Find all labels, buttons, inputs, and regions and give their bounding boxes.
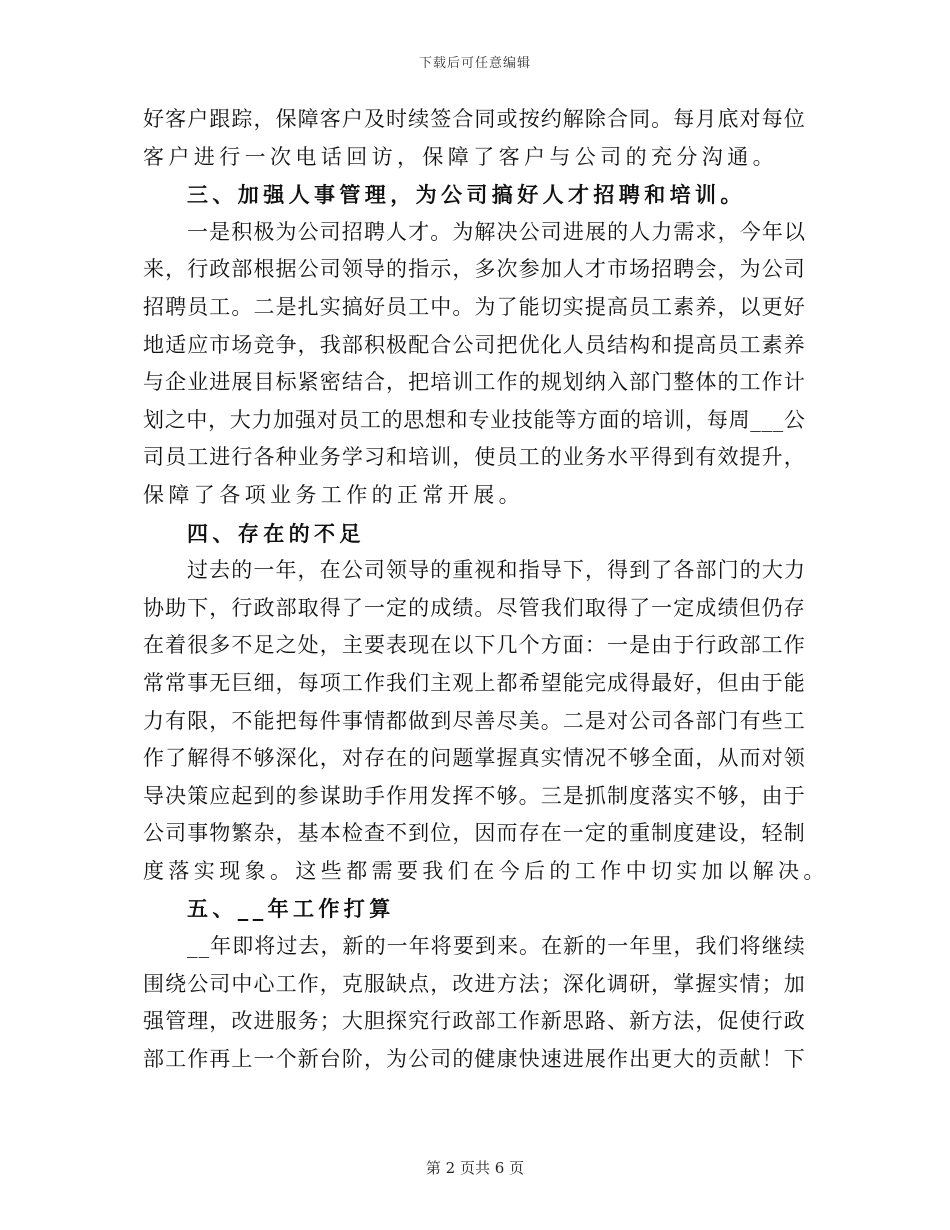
text-line: 客户进行一次电话回访，保障了客户与公司的充分沟通。 — [143, 144, 778, 169]
text-line: 度落实现象。这些都需要我们在今后的工作中切实加以解决。 — [143, 858, 829, 883]
section-heading: 五、__年工作打算 — [187, 896, 395, 922]
text-line: 常 常 事 无 巨 细 ， 每 项 工 作 我 们 主 观 上 都 希 望 能 完 成 得 最 好 ， 但 由 于 能 — [143, 670, 805, 695]
text-line: 作 了 解 得 不 够 深 化 ， 对 存 在 的 问 题 掌 握 真 实 情 况 不 够 全 面 ， 从 而 对 领 — [143, 746, 805, 771]
text-line: 在 着 很 多 不 足 之 处 ， 主 要 表 现 在 以 下 几 个 方 面 ： 一 是 由 于 行 政 部 工 作 — [143, 633, 805, 658]
section-heading: 三、加强人事管理，为公司搞好人才招聘和培训。 — [187, 182, 746, 208]
text-line: 围 绕 公 司 中 心 工 作 ， 克 服 缺 点 ， 改 进 方 法 ； 深 化 调 研 ， 掌 握 实 情 ； 加 — [143, 971, 805, 996]
text-line: _ _ 年 即 将 过 去 ， 新 的 一 年 将 要 到 来 。 在 新 的 一 年 里 ， 我 们 将 继 续 — [187, 934, 805, 959]
text-line: 协 助 下 ， 行 政 部 取 得 了 一 定 的 成 绩 。 尽 管 我 们 取 得 了 一 定 成 绩 但 仍 存 — [143, 595, 805, 620]
text-line: 好 客 户 跟 踪 ， 保 障 客 户 及 时 续 签 合 同 或 按 约 解 除 合 同 。 每 月 底 对 每 位 — [143, 107, 805, 131]
text-line: 强 管 理 ， 改 进 服 务 ； 大 胆 探 究 行 政 部 工 作 新 思 路 、 新 方 法 ， 促 使 行 政 — [143, 1009, 805, 1034]
text-line: 司 员 工 进 行 各 种 业 务 学 习 和 培 训 ， 使 员 工 的 业 务 水 平 得 到 有 效 提 升 ， — [143, 445, 805, 470]
text-line: 一 是 积 极 为 公 司 招 聘 人 才 。 为 解 决 公 司 进 展 的 人 力 需 求 ， 今 年 以 — [187, 219, 805, 244]
text-line: 来 ， 行 政 部 根 据 公 司 领 导 的 指 示 ， 多 次 参 加 人 才 市 场 招 聘 会 ， 为 公 司 — [143, 257, 805, 282]
text-line: 保障了各项业务工作的正常开展。 — [143, 482, 524, 507]
text-line: 公 司 事 物 繁 杂 ， 基 本 检 查 不 到 位 ， 因 而 存 在 一 定 的 重 制 度 建 设 ， 轻 制 — [143, 821, 805, 846]
section-heading: 四、存在的不足 — [187, 520, 365, 546]
text-line: 力 有 限 ， 不 能 把 每 件 事 情 都 做 到 尽 善 尽 美 。 二 是 对 公 司 各 部 门 有 些 工 — [143, 708, 805, 733]
text-line: 部 工 作 再 上 一 个 新 台 阶 ， 为 公 司 的 健 康 快 速 进 展 作 出 更 大 的 贡 献 ！ 下 — [143, 1046, 805, 1071]
text-line: 划 之 中 ， 大 力 加 强 对 员 工 的 思 想 和 专 业 技 能 等 方 面 的 培 训 ， 每 周 _ _ _ 公 — [143, 407, 805, 432]
text-line: 导 决 策 应 起 到 的 参 谋 助 手 作 用 发 挥 不 够 。 三 是 抓 制 度 落 实 不 够 ， 由 于 — [143, 783, 805, 808]
text-line: 招 聘 员 工 。 二 是 扎 实 搞 好 员 工 中 。 为 了 能 切 实 提 高 员 工 素 养 ， 以 更 好 — [143, 294, 805, 319]
page-header: 下载后可任意编辑 — [418, 56, 531, 71]
page-number: 第 2 页共 6 页 — [425, 1159, 525, 1177]
text-line: 地 适 应 市 场 竞 争 ， 我 部 积 极 配 合 公 司 把 优 化 人 员 结 构 和 提 高 员 工 素 养 — [143, 332, 805, 357]
text-line: 过 去 的 一 年 ， 在 公 司 领 导 的 重 视 和 指 导 下 ， 得 到 了 各 部 门 的 大 力 — [187, 558, 805, 583]
document-body — [143, 101, 829, 1078]
text-line: 与 企 业 进 展 目 标 紧 密 结 合 ， 把 培 训 工 作 的 规 划 纳 入 部 门 整 体 的 工 作 计 — [143, 370, 805, 395]
